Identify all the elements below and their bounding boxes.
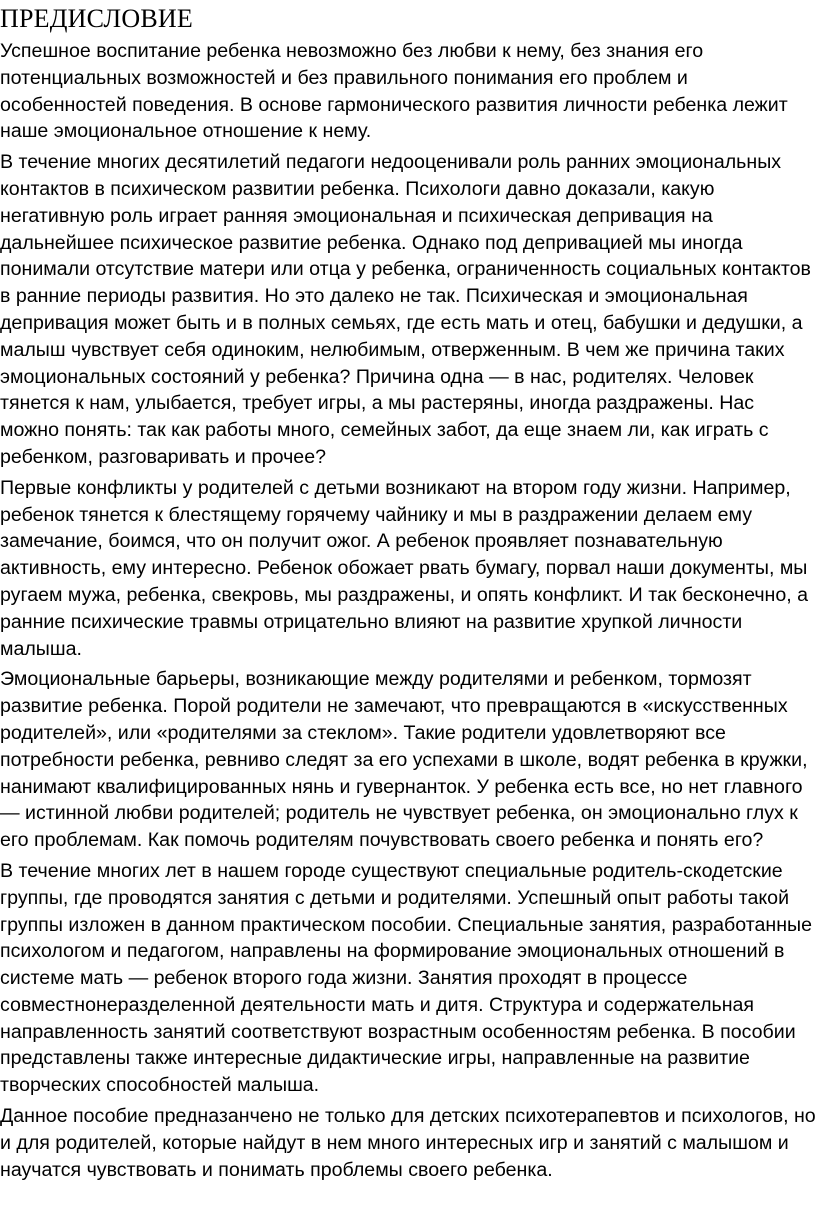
paragraph-4: Эмоциональные барьеры, возникающие между родителями и ребенком, тормозят развитие ребенка. Порой родители не замечают, что превращаются в «искусственных родителей», или «родителями за стеклом». Такие родители удовлетворяют все потребности ребенка, ревниво следят за его успехами в школе, водят ребенка в кружки, нанимают квалифицированных нянь и гувернанток. У ребенка есть все, но нет главного — истинной любви родителей; родитель не чувствует ребенка, он эмоционально глух к его проблемам. Как помочь родителям почувствовать своего ребенка и понять его? [0,668,808,852]
paragraph-6: Данное пособие предназанчено не только для детских психотерапевтов и психологов, но и для родителей, которые найдут в нем много интересных игр и занятий с малышом и научатся чувствовать и понимать проблемы своего ребенка. [0,1105,816,1181]
paragraph-2: В течение многих десятилетий педагоги недооценивали роль ранних эмоциональных контактов в психическом развитии ребенка. Психологи давно доказали, какую негативную роль играет ранняя эмоциональная и психическая депривация на дальнейшее психическое развитие ребенка. Однако под депривацией мы иногда понимали отсутствие матери или отца у ребенка, ограниченность социальных контактов в ранние периоды развития. Но это далеко не так. Психическая и эмоциональная депривация может быть и в полных семьях, где есть мать и отец, бабушки и дедушки, а малыш чувствует себя одиноким, нелюбимым, отверженным. В чем же причина таких эмоциональных состояний у ребенка? Причина одна — в нас, родителях. Человек тянется к нам, улыбается, требует игры, а мы растеряны, иногда раздражены. Нас можно понять: так как работы много, семейных забот, да еще знаем ли, как играть с ребенком, разговаривать и прочее? [0,151,811,468]
paragraph-3: Первые конфликты у родителей с детьми возникают на втором году жизни. Например, ребенок тянется к блестящему горячему чайнику и мы в раздражении делаем ему замечание, боимся, что он получит ожог. А ребенок проявляет познавательную активность, ему интересно. Ребенок обожает рвать бумагу, порвал наши документы, мы ругаем мужа, ребенка, свекровь, мы раздражены, и опять конфликт. И так бесконечно, а ранние психические травмы отрицательно влияют на развитие хрупкой личности малыша. [0,476,809,660]
page-title: ПРЕДИСЛОВИЕ [0,4,193,33]
paragraph-5: В течение многих лет в нашем городе существуют специальные родитель-скодетские группы, где проводятся занятия с детьми и родителями. Успешный опыт работы такой группы изложен в данном практическом пособии. Специальные занятия, разработанные психологом и педагогом, направлены на формирование эмоциональных отношений в системе мать — ребенок второго года жизни. Занятия проходят в процессе совместнонеразделенной деятельности мать и дитя. Структура и содержательная направленность занятий соответствуют возрастным особенностям ребенка. В пособии представлены также интересные дидактические игры, направленные на развитие творческих способностей малыша. [0,859,813,1097]
paragraph-1: Успешное воспитание ребенка невозможно без любви к нему, без знания его потенциальных возможностей и без правильного понимания его проблем и особенностей поведения. В основе гармонического развития личности ребенка лежит наше эмоциональное отношение к нему. [0,40,788,143]
document-body [0,38,816,1183]
